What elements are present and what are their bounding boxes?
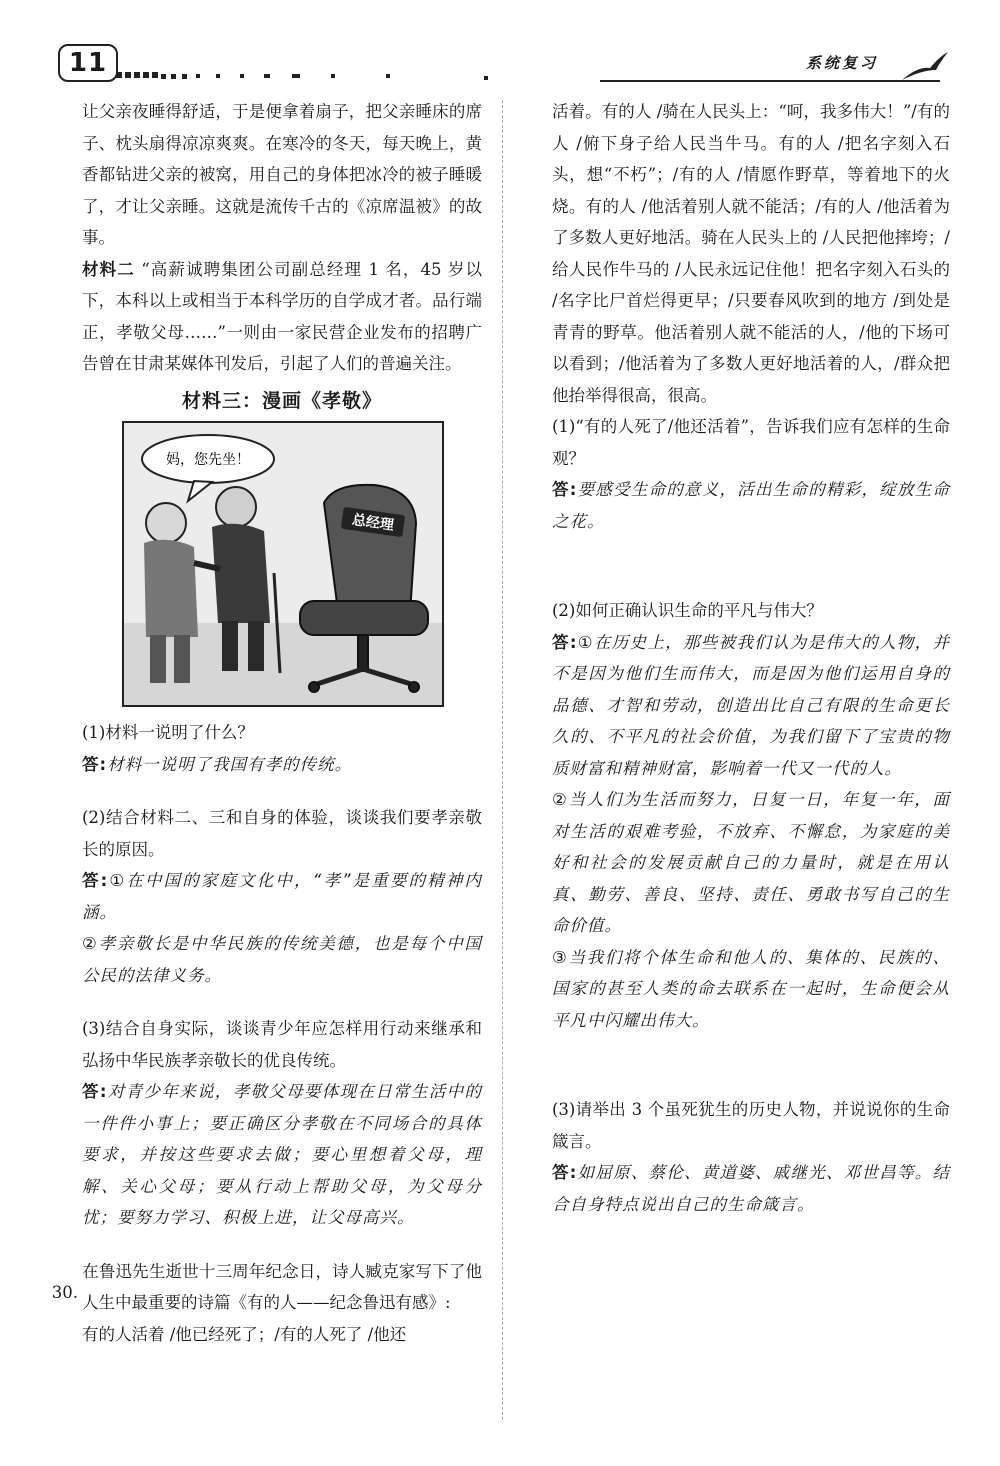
left-answer-3 xyxy=(82,1076,482,1234)
speech-bubble-text: 妈，您先坐！ xyxy=(166,452,250,468)
material-two-text: “高薪诚聘集团公司副总经理 1 名，45 岁以下，本科以上或相当于本科学历的自学成才者。品行端正，孝敬父母……”一则由一家民营企业发布的招聘广告曾在甘肃某媒体刊发后，引起了人们的普遍关注。 xyxy=(82,259,482,373)
right-question-3: (3)请举出 3 个虽死犹生的历史人物，并说说你的生命箴言。 xyxy=(552,1100,950,1151)
left-answer-2-1 xyxy=(82,865,482,928)
header-rule xyxy=(600,80,940,82)
poem-start: 有的人活着 /他已经死了；/有的人死了 /他还 xyxy=(82,1324,407,1344)
material-two-label: 材料二 xyxy=(82,259,135,279)
page-number: 11 xyxy=(58,44,118,82)
header-dot-rule xyxy=(116,70,496,82)
column-divider xyxy=(502,100,503,1420)
question-30 xyxy=(51,1256,482,1319)
answer-label: 答: xyxy=(82,871,109,890)
page-header xyxy=(0,0,1000,100)
right-answer-3-text: 如屈原、蔡伦、黄道婆、戚继光、邓世昌等。结合自身特点说出自己的生命箴言。 xyxy=(552,1163,950,1214)
material-two xyxy=(82,254,482,380)
answer-label: 答: xyxy=(552,480,578,499)
right-answer-2-1-text: ①在历史上，那些被我们认为是伟大的人物，并不是因为他们生而伟大，而是因为他们运用自身的品德、才智和劳动，创造出比自己有限的生命更长久的、不平凡的社会价值，为我们留下了宝贵的物质财富和精神财富，影响着一代又一代的人。 xyxy=(552,632,950,778)
left-column xyxy=(51,96,483,1350)
left-answer-2-2: ②孝亲敬长是中华民族的传统美德，也是每个中国公民的法律义务。 xyxy=(82,934,482,985)
right-answer-2-3: ③当我们将个体生命和他人的、集体的、民族的、国家的甚至人类的命去联系在一起时，生命便会从平凡中闪耀出伟大。 xyxy=(552,947,950,1030)
right-answer-2-2: ②当人们为生活而努力，日复一日，年复一年，面对生活的艰难考验，不放弃、不懈怠，为家庭的美好和社会的发展贡献自己的力量时，就是在用认真、勤劳、善良、坚持、责任、勇敢书写自己的生命价值。 xyxy=(552,790,950,935)
right-question-1: (1)“有的人死了/他还活着”，告诉我们应有怎样的生命观？ xyxy=(552,417,950,468)
question-30-text: 在鲁迅先生逝世十三周年纪念日，诗人臧克家写下了他人生中最重要的诗篇《有的人——纪念鲁迅有感》: xyxy=(82,1261,482,1312)
answer-label: 答: xyxy=(552,632,578,652)
left-answer-2-1-text: ①在中国的家庭文化中，“孝”是重要的精神内涵。 xyxy=(82,871,483,922)
right-answer-2-1 xyxy=(552,627,950,785)
poem-continuation: 活着。有的人 /骑在人民头上：“呵，我多伟大！”/有的人 /俯下身子给人民当牛马。有的人 /把名字刻入石头，想“不朽”；/有的人 /情愿作野草，等着地下的火烧。有的人 /他活着别人就不能活；/有的人 /他活着为了多数人更好地活。骑在人民头上的 /人民把他摔垮；/给人民作牛马的 /人民永远记住他！把名字刻入石头的 /名字比尸首烂得更早；/只要春风吹到的地方 /到处是青青的野草。他活着别人就不能活的人，/他的下场可以看到；/他活着为了多数人更好地活着的人，/群众把他抬举得很高，很高。 xyxy=(552,102,950,405)
right-answer-1-text: 要感受生命的意义，活出生命的精彩，绽放生命之花。 xyxy=(552,480,950,531)
right-column xyxy=(552,96,950,1220)
left-question-1: (1)材料一说明了什么？ xyxy=(82,723,254,742)
left-question-2: (2)结合材料二、三和自身的体验，谈谈我们要孝亲敬长的原因。 xyxy=(82,808,482,859)
right-question-2: (2)如何正确认识生命的平凡与伟大？ xyxy=(552,601,823,620)
right-answer-3 xyxy=(552,1157,950,1220)
question-30-number: 30. xyxy=(51,1282,78,1302)
left-answer-1-text: 材料一说明了我国有孝的传统。 xyxy=(107,754,353,774)
chair-label: 总经理 xyxy=(350,512,395,534)
comic-title: 材料三：漫画《孝敬》 xyxy=(181,389,382,412)
swallow-icon xyxy=(900,46,950,86)
answer-label: 答: xyxy=(82,754,108,774)
right-answer-1 xyxy=(552,474,950,537)
left-question-3: (3)结合自身实际，谈谈青少年应怎样用行动来继承和弘扬中华民族孝亲敬长的优良传统。 xyxy=(82,1019,482,1070)
left-answer-3-text: 对青少年来说，孝敬父母要体现在日常生活中的一件件小事上；要正确区分孝敬在不同场合的具体要求，并按这些要求去做；要心里想着父母，理解、关心父母；要从行动上帮助父母，为父母分忧；要努力学习、积极上进，让父母高兴。 xyxy=(82,1082,482,1227)
section-label: 系统复习 xyxy=(806,54,879,72)
comic-illustration xyxy=(122,421,444,707)
answer-label: 答: xyxy=(552,1163,578,1182)
answer-label: 答: xyxy=(82,1082,108,1101)
material-one-text: 让父亲夜睡得舒适，于是便拿着扇子，把父亲睡床的席子、枕头扇得凉凉爽爽。在寒冷的冬天，每天晚上，黄香都钻进父亲的被窝，用自己的身体把冰冷的被子睡暖了，才让父亲睡。这就是流传千古的《凉席温被》的故事。 xyxy=(82,102,482,247)
left-answer-1 xyxy=(82,749,482,781)
